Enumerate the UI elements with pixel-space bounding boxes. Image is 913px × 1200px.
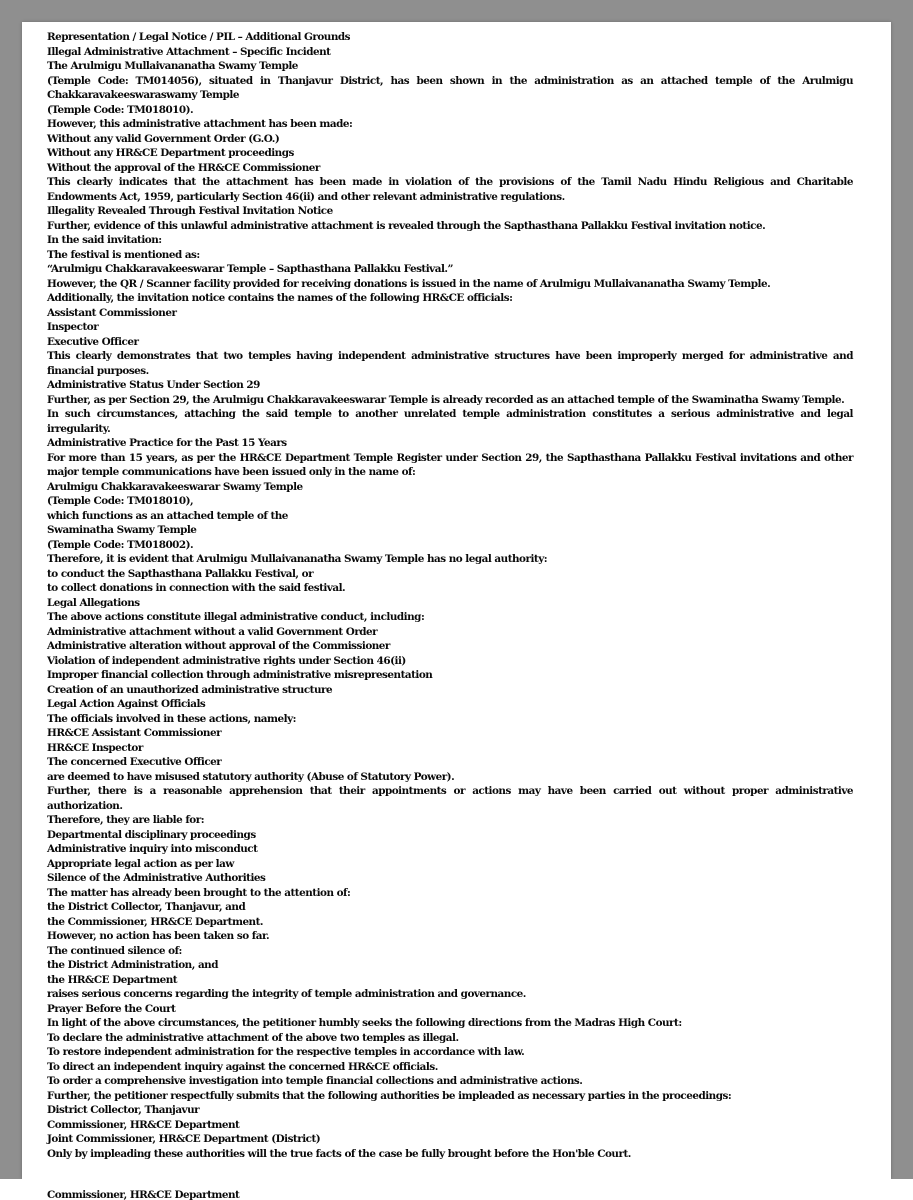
document-line: Administrative Status Under Section 29	[47, 379, 260, 391]
document-line: Legal Allegations	[47, 596, 140, 609]
document-line: Prayer Before the Court	[47, 1002, 176, 1015]
document-line: Illegal Administrative Attachment – Specific Incident	[47, 45, 331, 58]
document-line: Silence of the Administrative Authorities	[47, 872, 266, 884]
document-line: To restore independent administration for the respective temples in accordance with law.	[47, 1046, 525, 1058]
document-line: Therefore, it is evident that Arulmigu Mullaivananatha Swamy Temple has no legal authority:	[47, 553, 548, 565]
document-line: Legal Action Against Officials	[47, 698, 206, 710]
document-line: This clearly indicates that the attachment has been made in violation of the provisions of the Tamil Nadu Hindu Religious and Charitable Endowments Act, 1959, particularly Section 46(ii) and other relevant administrative regulations.	[47, 176, 853, 203]
document-line: Additionally, the invitation notice contains the names of the following HR&CE officials:	[47, 292, 513, 304]
document-line: However, the QR / Scanner facility provided for receiving donations is issued in the name of Arulmigu Mullaivananatha Swamy Temple.	[47, 277, 771, 290]
document-line: the District Collector, Thanjavur, and	[47, 901, 246, 913]
document-line: Without any HR&CE Department proceedings	[47, 147, 294, 159]
document-line: Further, the petitioner respectfully submits that the following authorities be impleaded as necessary parties in the proceedings:	[47, 1089, 732, 1102]
document-line: The continued silence of:	[47, 944, 182, 957]
document-line: Without any valid Government Order (G.O.)	[47, 132, 280, 145]
document-line: The Arulmigu Mullaivananatha Swamy Temple	[47, 60, 298, 72]
document-line: Executive Officer	[47, 335, 139, 348]
document-line: raises serious concerns regarding the integrity of temple administration and governance.	[47, 988, 526, 1000]
document-line: However, this administrative attachment has been made:	[47, 118, 353, 130]
document-line: In the said invitation:	[47, 234, 162, 246]
document-line: Violation of independent administrative rights under Section 46(ii)	[47, 654, 406, 667]
document-line: Further, evidence of this unlawful administrative attachment is revealed through the Sapthasthana Pallakku Festival invitation notice.	[47, 219, 766, 232]
document-line: The officials involved in these actions, namely:	[47, 712, 296, 725]
document-line: Swaminatha Swamy Temple	[47, 524, 197, 536]
document-line: To declare the administrative attachment of the above two temples as illegal.	[47, 1031, 459, 1044]
next-page-cutoff-text: Commissioner, HR&CE Department	[47, 1189, 240, 1200]
document-line: Administrative alteration without approval of the Commissioner	[47, 640, 390, 652]
document-line: (Temple Code: TM014056), situated in Thanjavur District, has been shown in the administration as an attached temple of the Arulmigu Chakkaravakeeswaraswamy Temple	[47, 74, 853, 101]
document-line: Only by impleading these authorities will the true facts of the case be fully brought before the Hon'ble Court.	[47, 1147, 631, 1160]
document-line: to conduct the Sapthasthana Pallakku Festival, or	[47, 567, 314, 580]
document-line: Creation of an unauthorized administrative structure	[47, 683, 333, 696]
document-line: Commissioner, HR&CE Department	[47, 1118, 240, 1131]
document-line: Administrative inquiry into misconduct	[47, 843, 258, 855]
document-line: Inspector	[47, 321, 99, 333]
document-body	[47, 30, 853, 1161]
document-line: HR&CE Inspector	[47, 741, 143, 754]
document-line: The concerned Executive Officer	[47, 756, 222, 768]
document-line: Without the approval of the HR&CE Commissioner	[47, 161, 320, 174]
document-line: The above actions constitute illegal administrative conduct, including:	[47, 611, 425, 623]
document-line: To order a comprehensive investigation into temple financial collections and administrative actions.	[47, 1075, 583, 1087]
document-line: (Temple Code: TM018002).	[47, 538, 194, 551]
document-line: Joint Commissioner, HR&CE Department (District)	[47, 1133, 321, 1145]
document-line: The matter has already been brought to the attention of:	[47, 886, 351, 899]
document-line: In light of the above circumstances, the petitioner humbly seeks the following directions from the Madras High Court:	[47, 1017, 682, 1029]
document-line: Further, as per Section 29, the Arulmigu Chakkaravakeeswarar Temple is already recorded as an attached temple of the Swaminatha Swamy Temple.	[47, 393, 845, 406]
document-line: This clearly demonstrates that two temples having independent administrative structures have been improperly merged for administrative and financial purposes.	[47, 350, 853, 377]
document-line: The festival is mentioned as:	[47, 248, 200, 261]
document-line: the District Administration, and	[47, 959, 219, 971]
document-line: District Collector, Thanjavur	[47, 1104, 200, 1116]
document-line: HR&CE Assistant Commissioner	[47, 727, 222, 739]
document-line: “Arulmigu Chakkaravakeeswarar Temple – Sapthasthana Pallakku Festival.”	[47, 263, 453, 275]
document-line: Representation / Legal Notice / PIL – Additional Grounds	[47, 31, 351, 43]
document-page	[22, 22, 891, 1179]
document-line: (Temple Code: TM018010).	[47, 103, 194, 116]
document-line: are deemed to have misused statutory authority (Abuse of Statutory Power).	[47, 770, 455, 783]
document-line: Assistant Commissioner	[47, 306, 177, 319]
document-line: For more than 15 years, as per the HR&CE Department Temple Register under Section 29, the Sapthasthana Pallakku Festival invitations and other major temple communications have been issued only in the name of:	[47, 451, 853, 478]
document-line: However, no action has been taken so far.	[47, 930, 270, 942]
document-line: the Commissioner, HR&CE Department.	[47, 915, 264, 928]
document-line: Departmental disciplinary proceedings	[47, 828, 256, 841]
document-line: Illegality Revealed Through Festival Invitation Notice	[47, 205, 333, 217]
document-line: to collect donations in connection with the said festival.	[47, 582, 346, 594]
document-line: Therefore, they are liable for:	[47, 814, 205, 826]
document-line: Administrative attachment without a valid Government Order	[47, 625, 378, 638]
document-line: Administrative Practice for the Past 15 Years	[47, 437, 287, 449]
document-line: which functions as an attached temple of the	[47, 509, 288, 522]
document-line: Appropriate legal action as per law	[47, 857, 234, 870]
document-line: Improper financial collection through administrative misrepresentation	[47, 669, 433, 681]
next-page-edge	[0, 1179, 913, 1200]
document-line: (Temple Code: TM018010),	[47, 495, 194, 507]
document-line: In such circumstances, attaching the said temple to another unrelated temple administration constitutes a serious administrative and legal irregularity.	[47, 408, 853, 435]
document-line: Further, there is a reasonable apprehension that their appointments or actions may have been carried out without proper administrative authorization.	[47, 785, 853, 812]
document-line: Arulmigu Chakkaravakeeswarar Swamy Temple	[47, 480, 303, 493]
document-line: the HR&CE Department	[47, 973, 178, 986]
document-line: To direct an independent inquiry against the concerned HR&CE officials.	[47, 1060, 438, 1073]
